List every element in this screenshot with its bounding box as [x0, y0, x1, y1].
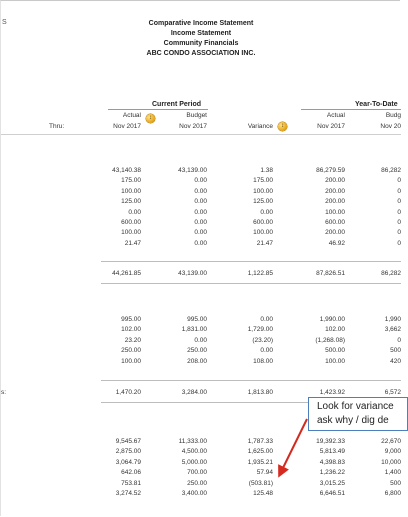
- cell-s1-r5-c1: 0.00: [128, 208, 141, 216]
- cell-s2-r3-c4: (1,268.08): [315, 336, 345, 344]
- subtotal-s1-c5: 86,282: [381, 270, 401, 277]
- cell-s1-r2-c2: 0.00: [194, 177, 207, 185]
- subtotal-s1-c3: 1,122.85: [247, 270, 273, 277]
- cell-s3-r1-c2: 11,333.00: [178, 438, 207, 445]
- report-company-group: Community Financials: [163, 40, 239, 47]
- cell-s3-r4-c1: 642.06: [121, 469, 141, 477]
- budget-sort-badge-icon[interactable]: ↕: [146, 114, 155, 123]
- cell-s1-r3-c4: 200.00: [325, 187, 345, 195]
- cell-s3-r1-c5: 22,670: [381, 438, 401, 445]
- cell-s2-r2-c2: 1,831.00: [181, 326, 207, 334]
- cell-s2-r1-c4: 1,990.00: [319, 316, 345, 323]
- cell-s2-r1-c1: 995.00: [121, 316, 141, 323]
- cell-s3-r4-c3: 57.94: [256, 469, 273, 477]
- callout-line-2: ask why / dig de: [317, 415, 389, 426]
- cell-s1-r4-c1: 125.00: [121, 198, 141, 206]
- cell-s1-r4-c4: 200.00: [325, 198, 345, 206]
- cell-s2-r2-c1: 102.00: [121, 326, 141, 334]
- cell-s2-r2-c5: 3,662: [384, 326, 401, 334]
- variance-callout: [308, 397, 408, 431]
- cell-s1-r3-c2: 0.00: [194, 187, 207, 195]
- cell-s2-r3-c3: (23.20): [252, 336, 273, 344]
- cell-s1-r2-c1: 175.00: [121, 177, 141, 185]
- cell-s1-r1-c5: 86,282: [381, 167, 401, 174]
- cell-s3-r5-c2: 250.00: [187, 479, 207, 487]
- cell-s2-r5-c2: 208.00: [187, 357, 207, 365]
- cell-s1-r7-c5: 0: [397, 229, 401, 237]
- cell-s3-r6-c1: 3,274.52: [115, 490, 141, 497]
- cell-s2-r5-c1: 100.00: [121, 357, 141, 365]
- cell-s1-r7-c3: 100.00: [253, 229, 273, 237]
- cell-s1-r1-c4: 86,279.59: [316, 167, 345, 174]
- cell-s1-r3-c3: 100.00: [253, 187, 273, 195]
- subtotal-s2-c1: 1,470.20: [115, 389, 141, 396]
- cell-s3-r5-c1: 753.81: [121, 479, 141, 487]
- cell-s2-r3-c2: 0.00: [194, 336, 207, 344]
- cell-s2-r5-c5: 420: [390, 357, 401, 365]
- col-ytd-actual-heading: Actual: [326, 112, 345, 119]
- cell-s3-r6-c5: 6,800: [384, 490, 401, 497]
- cell-s3-r4-c5: 1,400: [384, 469, 401, 477]
- cell-s3-r5-c3: (503.81): [248, 479, 273, 487]
- subtotal-s2-c2: 3,284.00: [181, 389, 207, 396]
- cell-s2-r2-c3: 1,729.00: [247, 326, 273, 334]
- cell-s1-r8-c1: 21.47: [124, 239, 141, 247]
- cell-s1-r7-c4: 200.00: [325, 229, 345, 237]
- cell-s2-r4-c5: 500: [390, 347, 401, 355]
- col-actual-heading: Actual: [122, 112, 141, 119]
- col-ytd-budget-heading: Budg: [385, 112, 401, 119]
- cell-s1-r8-c3: 21.47: [256, 239, 273, 247]
- cell-s3-r6-c2: 3,400.00: [181, 490, 207, 497]
- cell-s2-r1-c3: 0.00: [260, 316, 273, 323]
- cell-s1-r2-c5: 0: [397, 177, 401, 185]
- cell-s3-r5-c5: 500: [390, 479, 401, 487]
- cell-s3-r2-c3: 1,625.00: [247, 448, 273, 456]
- cut-off-label: S: [2, 19, 7, 26]
- cell-s1-r5-c5: 0: [397, 208, 401, 216]
- cell-s1-r3-c5: 0: [397, 187, 401, 195]
- cell-s2-r3-c1: 23.20: [124, 336, 141, 344]
- col-actual-period: Nov 2017: [113, 123, 141, 130]
- cell-s1-r6-c3: 600.00: [253, 219, 273, 226]
- cell-s3-r1-c3: 1,787.33: [247, 438, 273, 445]
- cell-s3-r4-c4: 1,236.22: [319, 469, 345, 477]
- cell-s1-r7-c1: 100.00: [121, 229, 141, 237]
- cell-s1-r8-c5: 0: [397, 239, 401, 247]
- ytd-rule: [301, 109, 401, 110]
- cell-s1-r6-c1: 600.00: [121, 219, 141, 226]
- cell-s2-r4-c2: 250.00: [187, 347, 207, 355]
- cell-s2-r1-c2: 995.00: [187, 316, 207, 323]
- cell-s1-r8-c2: 0.00: [194, 239, 207, 247]
- cell-s1-r6-c5: 0: [397, 219, 401, 226]
- cell-s2-r4-c3: 0.00: [260, 347, 273, 355]
- cell-s1-r2-c4: 200.00: [325, 177, 345, 185]
- cell-s1-r7-c2: 0.00: [194, 229, 207, 237]
- current-period-rule: [108, 109, 208, 110]
- cell-s2-r4-c4: 500.00: [325, 347, 345, 355]
- cell-s3-r4-c2: 700.00: [187, 469, 207, 477]
- col-ytd-actual-period: Nov 2017: [317, 123, 345, 130]
- cell-s1-r3-c1: 100.00: [121, 187, 141, 195]
- cell-s1-r5-c3: 0.00: [260, 208, 273, 216]
- cell-s1-r2-c3: 175.00: [253, 177, 273, 185]
- variance-sort-badge-icon[interactable]: ↕: [278, 122, 287, 131]
- callout-line-1: Look for variance: [317, 401, 394, 412]
- cell-s1-r1-c2: 43,139.00: [178, 167, 207, 174]
- cell-s2-r3-c5: 0: [397, 336, 401, 344]
- cell-s3-r1-c1: 9,545.67: [115, 438, 141, 445]
- cell-s3-r3-c1: 3,064.79: [115, 458, 141, 466]
- cell-s2-r4-c1: 250.00: [121, 347, 141, 355]
- cell-s3-r2-c1: 2,875.00: [115, 448, 141, 456]
- subtotal-label: s:: [1, 389, 7, 396]
- subtotal-rule-top: [101, 261, 401, 262]
- cell-s3-r2-c4: 5,813.49: [319, 448, 345, 456]
- cell-s1-r5-c4: 100.00: [325, 208, 345, 216]
- cell-s1-r1-c3: 1.38: [260, 167, 273, 174]
- cell-s1-r8-c4: 46.92: [328, 239, 345, 247]
- cell-s3-r3-c2: 5,000.00: [181, 458, 207, 466]
- subtotal-rule-bottom: [101, 283, 401, 284]
- cell-s1-r4-c3: 125.00: [253, 198, 273, 206]
- ytd-heading: Year-To-Date: [355, 101, 398, 108]
- cell-s1-r4-c2: 0.00: [194, 198, 207, 206]
- col-budget-heading: Budget: [186, 112, 207, 119]
- cell-s1-r6-c2: 0.00: [194, 219, 207, 226]
- subtotal-s1-c2: 43,139.00: [178, 270, 207, 277]
- col-budget-period: Nov 2017: [179, 123, 207, 130]
- cell-s1-r6-c4: 600.00: [325, 219, 345, 226]
- cell-s3-r6-c4: 6,646.51: [319, 490, 345, 497]
- cell-s3-r3-c5: 10,000: [381, 458, 401, 466]
- subtotal-s1-c4: 87,826.51: [316, 270, 345, 277]
- cell-s3-r6-c3: 125.48: [253, 490, 273, 497]
- subtotal-rule-top: [101, 380, 401, 381]
- cell-s1-r5-c2: 0.00: [194, 208, 207, 216]
- cell-s3-r3-c3: 1,935.21: [247, 458, 273, 466]
- cell-s2-r5-c3: 108.00: [253, 357, 273, 365]
- cell-s3-r5-c4: 3,015.25: [319, 479, 345, 487]
- thru-label: Thru:: [49, 123, 65, 130]
- cell-s2-r1-c5: 1,990: [384, 316, 401, 323]
- subtotal-s1-c1: 44,261.85: [112, 270, 141, 277]
- report-title: Comparative Income Statement: [148, 20, 254, 27]
- cell-s2-r2-c4: 102.00: [325, 326, 345, 334]
- association-name: ABC CONDO ASSOCIATION INC.: [146, 50, 256, 57]
- cell-s1-r1-c1: 43,140.38: [112, 167, 141, 174]
- subtotal-s2-c3: 1,813.80: [247, 389, 273, 396]
- current-period-heading: Current Period: [152, 101, 202, 108]
- subtotal-s2-c5: 6,572: [384, 389, 401, 396]
- cell-s1-r4-c5: 0: [397, 198, 401, 206]
- col-variance-heading: Variance: [247, 123, 273, 130]
- report-subtitle: Income Statement: [170, 30, 232, 37]
- cell-s3-r2-c5: 9,000: [384, 448, 401, 456]
- cell-s3-r1-c4: 19,392.33: [316, 438, 345, 445]
- cell-s2-r5-c4: 100.00: [325, 357, 345, 365]
- cell-s3-r3-c4: 4,398.83: [319, 458, 345, 466]
- subtotal-s2-c4: 1,423.92: [319, 389, 345, 396]
- cell-s3-r2-c2: 4,500.00: [181, 448, 207, 456]
- header-divider: [1, 134, 401, 135]
- col-ytd-budget-period: Nov 20: [380, 123, 401, 130]
